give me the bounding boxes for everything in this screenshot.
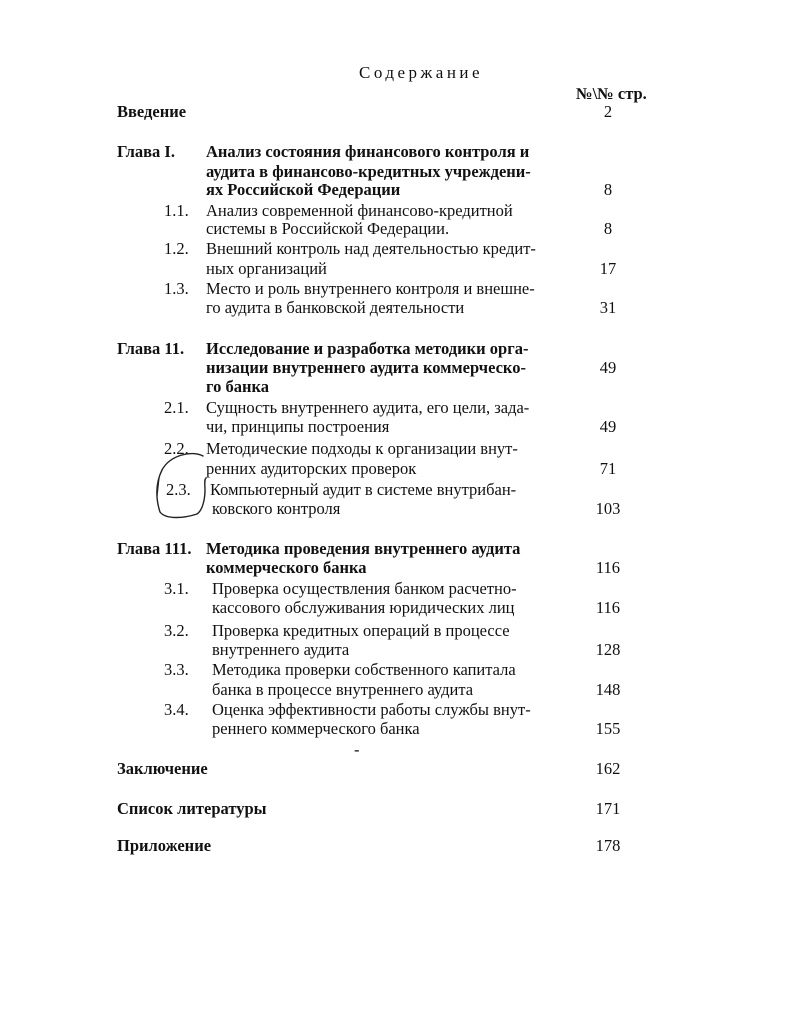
section-2-2-number: 2.2.	[164, 439, 189, 458]
appendix-label: Приложение	[117, 836, 212, 855]
section-2-1-line2: чи, принципы построения	[206, 417, 390, 436]
section-3-1-line1: Проверка осуществления банком расчетно-	[212, 579, 517, 598]
section-1-2-line1: Внешний контроль над деятельностью кредит-	[206, 239, 536, 258]
intro-page: 2	[603, 102, 613, 121]
section-1-1-page: 8	[603, 219, 613, 238]
section-2-2-line1: Методические подходы к организации внут-	[206, 439, 518, 458]
section-3-2-page: 128	[595, 640, 621, 659]
section-3-4-line1: Оценка эффективности работы службы внут-	[212, 700, 531, 719]
section-3-3-line1: Методика проверки собственного капитала	[212, 660, 516, 679]
chapter1-page: 8	[603, 180, 613, 199]
section-1-2-page: 17	[599, 259, 617, 278]
section-3-4-number: 3.4.	[164, 700, 189, 719]
conclusion-page: 162	[595, 759, 621, 778]
section-3-1-page: 116	[595, 598, 621, 617]
chapter1-label: Глава I.	[117, 142, 175, 161]
section-3-2-line1: Проверка кредитных операций в процессе	[212, 621, 510, 640]
page-column-header: №\№ стр.	[576, 84, 647, 103]
references-page: 171	[595, 799, 621, 818]
section-1-1-number: 1.1.	[164, 201, 189, 220]
references-label: Список литературы	[117, 799, 267, 818]
section-1-1-line2: системы в Российской Федерации.	[206, 219, 450, 238]
section-2-1-page: 49	[599, 417, 617, 436]
section-2-3-page: 103	[595, 499, 621, 518]
page-title: Содержание	[359, 63, 484, 82]
chapter2-title-line3: го банка	[206, 377, 269, 396]
appendix-page: 178	[595, 836, 621, 855]
chapter3-page: 116	[595, 558, 621, 577]
section-1-1-line1: Анализ современной финансово-кредитной	[206, 201, 513, 220]
section-2-2-page: 71	[599, 459, 617, 478]
chapter2-label: Глава 11.	[117, 339, 185, 358]
section-3-4-page: 155	[595, 719, 621, 738]
section-1-2-line2: ных организаций	[206, 259, 327, 278]
chapter3-title-line2: коммерческого банка	[206, 558, 367, 577]
chapter1-title-line3: ях Российской Федерации	[206, 180, 401, 199]
section-2-1-line1: Сущность внутреннего аудита, его цели, зада-	[206, 398, 530, 417]
section-1-2-number: 1.2.	[164, 239, 189, 258]
section-3-1-number: 3.1.	[164, 579, 189, 598]
chapter1-title-line2: аудита в финансово-кредитных учреждени-	[206, 162, 531, 181]
section-2-3-line2: ковского контроля	[212, 499, 341, 518]
chapter2-title-line1: Исследование и разработка методики орга-	[206, 339, 529, 358]
intro-label: Введение	[117, 102, 187, 121]
section-2-2-line2: ренних аудиторских проверок	[206, 459, 417, 478]
chapter1-title-line1: Анализ состояния финансового контроля и	[206, 142, 530, 161]
chapter3-title-line1: Методика проведения внутреннего аудита	[206, 539, 521, 558]
section-3-2-line2: внутреннего аудита	[212, 640, 350, 659]
section-2-3-line1: Компьютерный аудит в системе внутрибан-	[210, 480, 517, 499]
chapter2-page: 49	[599, 358, 617, 377]
chapter2-title-line2: низации внутреннего аудита коммерческо-	[206, 358, 526, 377]
section-2-3-number: 2.3.	[166, 480, 191, 499]
section-1-3-line1: Место и роль внутреннего контроля и внешне-	[206, 279, 535, 298]
section-2-1-number: 2.1.	[164, 398, 189, 417]
section-1-3-line2: го аудита в банковской деятельности	[206, 298, 465, 317]
pen-loop	[157, 454, 206, 518]
section-3-2-number: 3.2.	[164, 621, 189, 640]
conclusion-label: Заключение	[117, 759, 208, 778]
chapter3-label: Глава 111.	[117, 539, 192, 558]
section-1-3-page: 31	[599, 298, 617, 317]
section-3-4-line2: реннего коммерческого банка	[212, 719, 420, 738]
section-1-3-number: 1.3.	[164, 279, 189, 298]
section-3-3-page: 148	[595, 680, 621, 699]
section-3-1-line2: кассового обслуживания юридических лиц	[212, 598, 515, 617]
stray-dash: -	[354, 740, 360, 759]
section-3-3-number: 3.3.	[164, 660, 189, 679]
section-3-3-line2: банка в процессе внутреннего аудита	[212, 680, 474, 699]
